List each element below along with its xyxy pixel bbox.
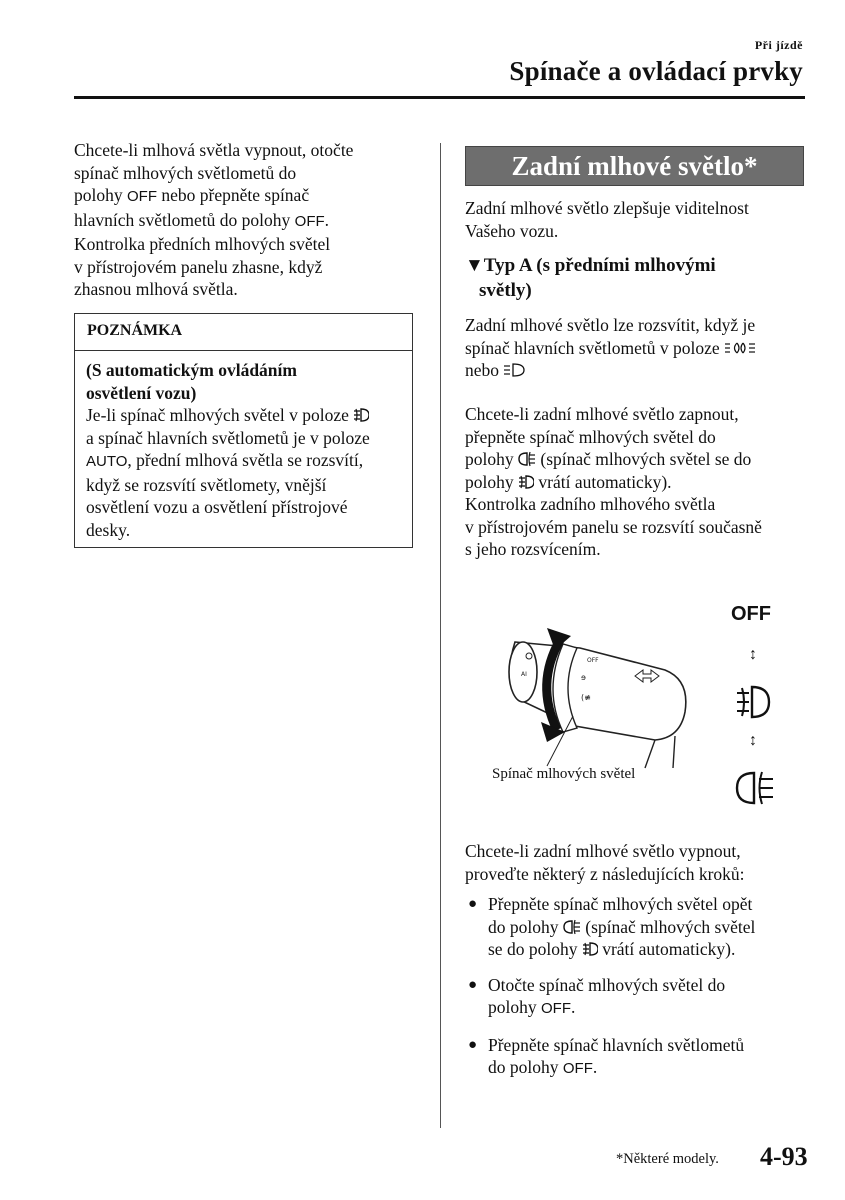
front-fog-light-icon — [353, 407, 369, 423]
page-title: Spínače a ovládací prvky — [509, 56, 803, 86]
fog-off-paragraph: Chcete-li mlhová světla vypnout, otočte spínač mlhových světlometů do polohy OFF nebo přepněte spínač hlavních světlometů do polohy OFF. Kontrolka předních mlhových světel v přístrojovém panelu zhasne, když zhasnou mlhová světla. — [74, 140, 354, 299]
page-number: 4-93 — [760, 1142, 808, 1171]
svg-text:AI: AI — [521, 671, 527, 678]
intro-paragraph: Zadní mlhové světlo zlepšuje viditelnost Vašeho vozu. — [465, 198, 749, 241]
rear-fog-condition-paragraph: Zadní mlhové světlo lze rozsvítit, když je spínač hlavních světlometů v poloze nebo — [465, 315, 756, 380]
front-fog-light-icon — [518, 474, 534, 490]
rear-fog-on-paragraph: Chcete-li zadní mlhové světlo zapnout, přepněte spínač mlhových světel do polohy (spínač mlhových světel se do polohy vrátí automaticky). Kontrolka zadního mlhového světla v přístrojovém panelu se rozsvítí současně s jeho rozsvícením. — [465, 404, 762, 559]
rear-fog-light-icon — [735, 770, 775, 806]
fog-switch-diagram — [485, 620, 700, 770]
section-label: Při jízdě — [754, 38, 803, 52]
rear-fog-off-paragraph: Chcete-li zadní mlhové světlo vypnout, proveďte některý z následujících kroků: — [465, 841, 745, 884]
note-body: (S automatickým ovládáním osvětlení vozu) Je-li spínač mlhových světel v poloze a spínač hlavních světlometů je v poloze AUTO, přední mlhová světla se rozsvítí, když se rozsvítí světlomety, vnější osvětlení vozu a osvětlení přístrojové desky. — [86, 360, 370, 540]
headlight-icon — [503, 363, 525, 377]
steps-list — [465, 893, 805, 1094]
note-heading: POZNÁMKA — [75, 314, 412, 351]
rear-fog-light-icon — [518, 451, 536, 467]
front-fog-light-icon — [582, 941, 598, 957]
up-down-arrow-icon: ↕ — [749, 732, 757, 749]
header-rule — [74, 96, 805, 99]
footnote: *Některé modely. — [616, 1151, 719, 1167]
up-down-arrow-icon: ↕ — [749, 646, 757, 663]
bullet-icon: ● — [468, 976, 478, 993]
type-a-heading: ▼Typ A (s předními mlhovými světly) — [465, 255, 716, 301]
bullet-icon: ● — [468, 1036, 478, 1053]
section-banner: Zadní mlhové světlo* — [465, 146, 804, 186]
list-item: ● Přepněte spínač mlhových světel opět do polohy (spínač mlhových světel se do polohy vrátí automaticky). — [468, 894, 756, 959]
svg-text:OFF: OFF — [587, 657, 599, 664]
svg-text:ɘ: ɘ — [581, 673, 586, 682]
column-divider — [440, 143, 441, 1128]
rear-fog-light-icon — [563, 919, 581, 935]
bullet-icon: ● — [468, 896, 478, 912]
off-position-label: OFF — [731, 603, 771, 625]
list-item: ● Přepněte spínač hlavních světlometů do polohy OFF. — [468, 1034, 745, 1077]
diagram-caption: Spínač mlhových světel — [492, 766, 636, 782]
list-item: ● Otočte spínač mlhových světel do polohy OFF. — [468, 974, 726, 1017]
parking-light-icon — [724, 341, 756, 355]
note-box — [74, 313, 413, 548]
svg-text:(≢: (≢ — [581, 693, 591, 702]
front-fog-light-icon — [735, 684, 771, 720]
